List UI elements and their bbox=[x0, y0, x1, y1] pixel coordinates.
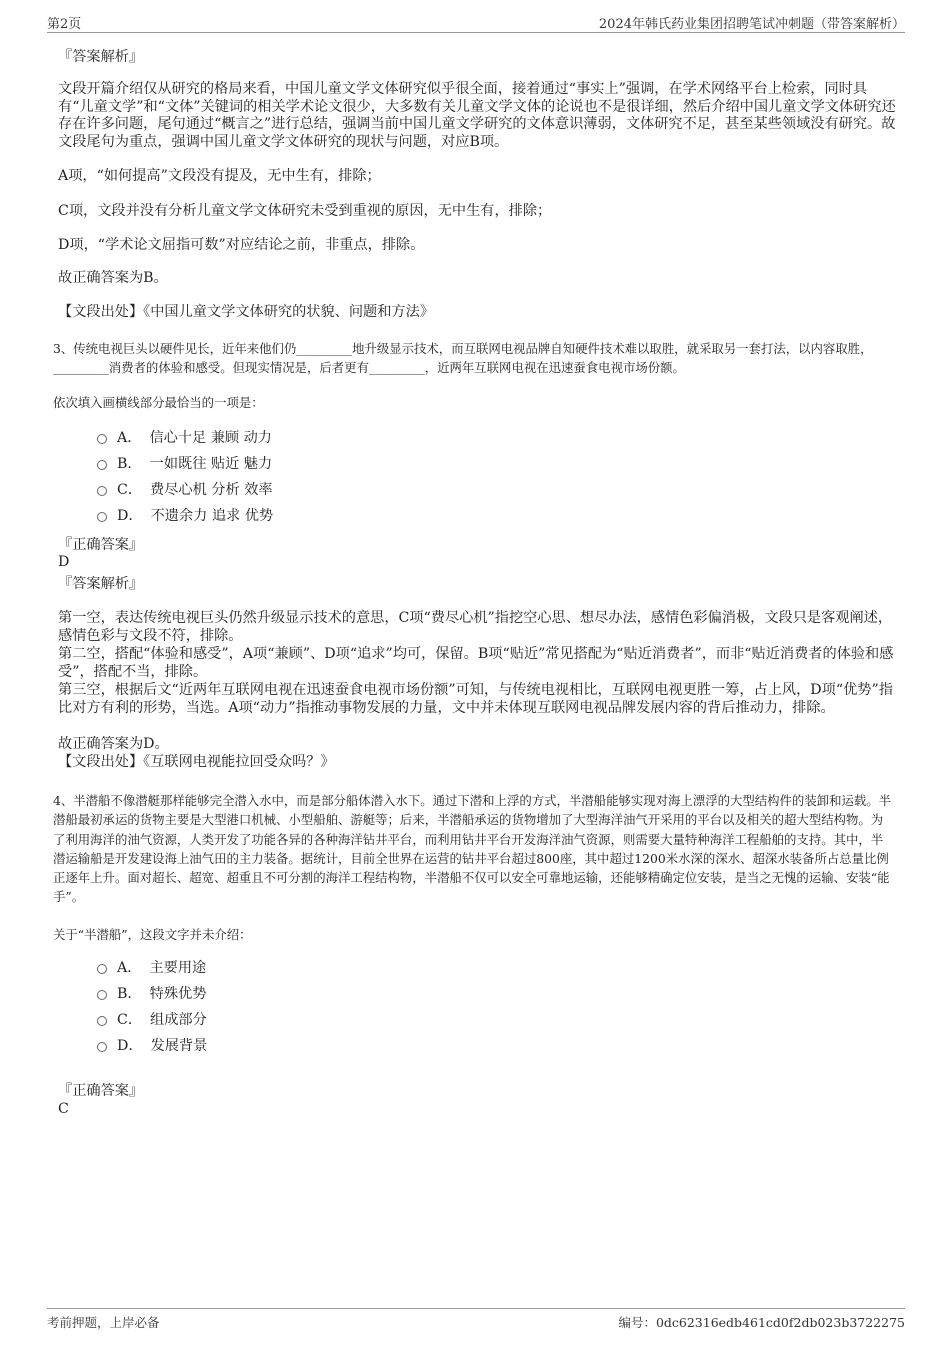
q3-option-b[interactable]: B． 一如既往 贴近 魅力 bbox=[97, 455, 272, 473]
document-code: 编号：0dc62316edb461cd0f2db023b3722275 bbox=[618, 1315, 905, 1330]
footer-note: 考前押题，上岸必备 bbox=[47, 1315, 160, 1330]
q2-source: 【文段出处】《中国儿童文学文体研究的状貌、问题和方法》 bbox=[58, 304, 434, 320]
q2-option-c-note: C项，文段并没有分析儿童文学文体研究未受到重视的原因，无中生有，排除； bbox=[58, 203, 552, 219]
q3-analysis-blank-3: 第三空，根据后文“近两年互联网电视在迅速蚕食电视市场份额”可知，与传统电视相比，互联网电视更胜一筹，占上风，D项“优势”指比对方有利的形势，当选。A项“动力”指推动事物发展的力量，文中并未体现互联网电视品牌发展内容的背后推动力，排除。 bbox=[58, 682, 893, 716]
radio-icon[interactable] bbox=[97, 460, 107, 470]
q3-stem: 3、传统电视巨头以硬件见长，近年来他们仍_________地升级显示技术，而互联网电视品牌自知硬件技术难以取胜，就采取另一套打法，以内容取胜，_________消费者的体验和感受。但现实情况是，后者更有_________，近两年互联网电视在迅速蚕食电视市场份额。 bbox=[53, 341, 873, 376]
q3-answer: D bbox=[58, 554, 70, 570]
q3-analysis-blank-1: 第一空，表达传统电视巨头仍然升级显示技术的意思，C项“费尽心机”指挖空心思、想尽办法，感情色彩偏消极，文段只是客观阐述，感情色彩与文段不符，排除。 bbox=[58, 610, 893, 644]
radio-icon[interactable] bbox=[97, 990, 107, 1000]
header-divider bbox=[47, 32, 905, 33]
radio-icon[interactable] bbox=[97, 964, 107, 974]
document-title: 2024年韩氏药业集团招聘笔试冲刺题（带答案解析） bbox=[598, 17, 905, 32]
q2-option-a-note: A项，“如何提高”文段没有提及，无中生有，排除； bbox=[58, 168, 381, 184]
q4-option-c[interactable]: C． 组成部分 bbox=[97, 1011, 207, 1029]
q4-option-b[interactable]: B． 特殊优势 bbox=[97, 985, 206, 1003]
radio-icon[interactable] bbox=[97, 512, 107, 522]
radio-icon[interactable] bbox=[97, 1042, 107, 1052]
q4-option-d[interactable]: D． 发展背景 bbox=[97, 1037, 207, 1055]
radio-icon[interactable] bbox=[97, 1016, 107, 1026]
q4-answer-label: 『正确答案』 bbox=[58, 1083, 144, 1099]
q4-prompt: 关于“半潜船”，这段文字并未介绍： bbox=[53, 927, 252, 942]
q3-prompt: 依次填入画横线部分最恰当的一项是： bbox=[53, 395, 264, 410]
q2-analysis-paragraph: 文段开篇介绍仅从研究的格局来看，中国儿童文学文体研究似乎很全面，接着通过“事实上”强调，在学术网络平台上检索，同时具有“儿童文学”和“文体”关键词的相关学术论文很少，大多数有关儿童文学文体的论说也不是很详细，然后介绍中国儿童文学文体研究还存在许多问题，尾句通过“概言之”进行总结，强调当前中国儿童文学研究的文体意识薄弱，文体研究不足，甚至某些领域没有研究。故文段尾句为重点，强调中国儿童文学文体研究的现状与问题，对应B项。 bbox=[58, 81, 896, 150]
radio-icon[interactable] bbox=[97, 486, 107, 496]
q2-analysis-label: 『答案解析』 bbox=[58, 49, 144, 65]
q3-analysis-blank-2: 第二空，搭配“体验和感受”，A项“兼顾”、D项“追求”均可，保留。B项“贴近”常见搭配为“贴近消费者”，而非“贴近消费者的体验和感受”，搭配不当，排除。 bbox=[58, 646, 894, 680]
q2-option-d-note: D项，“学术论文屈指可数”对应结论之前，非重点，排除。 bbox=[58, 237, 425, 253]
q3-analysis-label: 『答案解析』 bbox=[58, 576, 144, 592]
q3-option-d[interactable]: D． 不遗余力 追求 优势 bbox=[97, 507, 273, 525]
footer-divider bbox=[47, 1308, 905, 1309]
page-number: 第2页 bbox=[47, 17, 82, 32]
q3-option-c[interactable]: C． 费尽心机 分析 效率 bbox=[97, 481, 273, 499]
q4-option-a[interactable]: A． 主要用途 bbox=[97, 959, 206, 977]
q3-conclusion: 故正确答案为D。 bbox=[58, 736, 169, 752]
q3-option-a[interactable]: A． 信心十足 兼顾 动力 bbox=[97, 429, 272, 447]
q4-stem: 4、半潜船不像潜艇那样能够完全潜入水中，而是部分船体潜入水下。通过下潜和上浮的方式，半潜船能够实现对海上漂浮的大型结构件的装卸和运载。半潜船最初承运的货物主要是大型港口机械、小型船舶、游艇等；后来，半潜船承运的货物增加了大型海洋油气开采用的平台以及相关的超大型结构物。为了利用海洋的油气资源，人类开发了功能各异的各种海洋钻井平台，而利用钻井平台开发海洋油气资源，则需要大量特种海洋工程船舶的支持。其中，半潜运输船是开发建设海上油气田的主力装备。据统计，目前全世界在运营的钻井平台超过800座，其中超过1200米水深的深水、超深水装备所占总量比例正逐年上升。面对超长、超宽、超重且不可分割的海洋工程结构物，半潜船不仅可以安全可靠地运输，还能够精确定位安装，是当之无愧的运输、安装“能手”。 bbox=[53, 793, 892, 905]
q3-source: 【文段出处】《互联网电视能拉回受众吗？》 bbox=[58, 754, 335, 770]
q4-answer: C bbox=[58, 1101, 69, 1117]
radio-icon[interactable] bbox=[97, 434, 107, 444]
q3-answer-label: 『正确答案』 bbox=[58, 537, 144, 553]
q2-conclusion: 故正确答案为B。 bbox=[58, 270, 168, 286]
